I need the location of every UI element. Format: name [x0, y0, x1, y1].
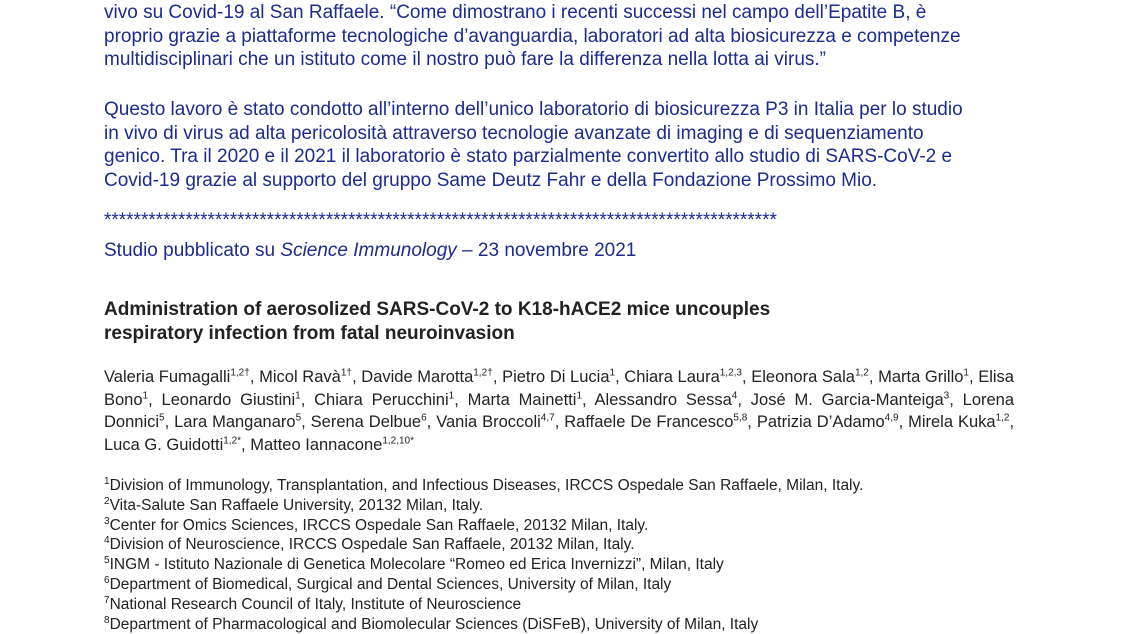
author — [436, 413, 555, 431]
journal-name: Science Immunology — [280, 240, 457, 261]
author-name: Chiara Laura — [624, 368, 720, 386]
author-name: Marta Grillo — [878, 368, 964, 386]
author-name: Mirela Kuka — [908, 413, 996, 431]
author-affiliation-marker: 4,7 — [540, 412, 555, 424]
affiliation-number: 1 — [104, 475, 110, 487]
author-name: Raffaele De Francesco — [564, 413, 734, 431]
author — [468, 391, 582, 409]
affiliation-item — [104, 516, 863, 536]
author-name: Alessandro Sessa — [594, 390, 732, 409]
text-line: proprio grazie a piattaforme tecnologiche d’avanguardia, laboratori ad alta biosicurezza e competenze — [104, 25, 961, 47]
text-line: Questo lavoro è stato condotto all’interno dell’unico laboratorio di biosicurezza P3 in Italia per lo studio — [104, 99, 963, 120]
author-affiliation-marker: 5 — [295, 412, 302, 424]
publication-line — [104, 240, 636, 262]
author-affiliation-marker: 5 — [159, 412, 165, 424]
affiliation-item — [104, 535, 863, 555]
affiliation-number: 6 — [104, 574, 110, 586]
affiliation-list — [104, 476, 863, 634]
affiliation-text: INGM - Istituto Nazionale di Genetica Molecolare “Romeo ed Erica Invernizzi”, Milan, Italy — [109, 556, 724, 574]
author — [757, 413, 899, 431]
affiliation-text: National Research Council of Italy, Institute of Neuroscience — [109, 595, 522, 613]
affiliation-number: 2 — [104, 495, 110, 507]
affiliation-number: 3 — [104, 515, 110, 527]
affiliation-text: Department of Biomedical, Surgical and Dental Sciences, University of Milan, Italy — [109, 575, 672, 593]
author-name: Eleonora Sala — [751, 368, 855, 386]
author — [751, 391, 949, 409]
paragraph-quote — [104, 1, 1024, 72]
author — [259, 368, 352, 386]
author-name: Marta Mainetti — [467, 390, 577, 409]
author-name: Patrizia D’Adamo — [756, 413, 885, 431]
author-affiliation-marker: 1† — [340, 367, 353, 379]
author-affiliation-marker: 5,8 — [733, 412, 748, 424]
affiliation-text: Division of Immunology, Transplantation, and Infectious Diseases, IRCCS Ospedale San Raffaele, Milan, Italy. — [109, 477, 864, 494]
author — [361, 368, 493, 386]
author-affiliation-marker: 4,9 — [884, 412, 899, 424]
author — [250, 436, 414, 454]
author-name: Elisa Bono — [104, 368, 1014, 409]
text-line: in vivo di virus ad alta pericolosità attraverso tecnologie avanzate di imaging e di sequenziamento — [104, 122, 924, 144]
author — [174, 413, 301, 431]
affiliation-item — [104, 575, 863, 595]
affiliation-text: Division of Neuroscience, IRCCS Ospedale San Raffaele, 20132 Milan, Italy. — [109, 536, 635, 554]
text-line: Covid-19 grazie al supporto del gruppo Same Deutz Fahr e della Fondazione Prossimo Mio. — [104, 169, 878, 191]
author-affiliation-marker: 1,2 — [854, 367, 869, 379]
affiliation-item — [104, 615, 863, 634]
author — [878, 368, 969, 386]
author-affiliation-marker: 1 — [576, 390, 582, 401]
author-name: Lorena Donnici — [104, 390, 1015, 431]
author — [751, 368, 869, 386]
author-name: Micol Ravà — [259, 368, 341, 386]
affiliation-number: 7 — [104, 594, 110, 606]
author — [564, 413, 747, 431]
author — [104, 436, 241, 454]
affiliation-item — [104, 496, 863, 516]
author-name: José M. Garcia-Manteiga — [750, 390, 944, 409]
affiliation-item — [104, 595, 863, 615]
author-affiliation-marker: 1,2 — [995, 412, 1010, 424]
author-affiliation-marker: 4 — [731, 390, 738, 401]
text-line: vivo su Covid-19 al San Raffaele. “Come dimostrano i recenti successi nel campo dell’Epatite B, è — [104, 2, 927, 23]
author-name: Davide Marotta — [361, 368, 474, 386]
author-name: Valeria Fumagalli — [104, 368, 231, 386]
author — [162, 391, 301, 409]
author-affiliation-marker: 1 — [609, 367, 616, 379]
author-affiliation-marker: 1 — [963, 367, 969, 379]
author-name: Luca G. Guidotti — [104, 435, 224, 454]
affiliation-text: Center for Omics Sciences, IRCCS Ospedale San Raffaele, 20132 Milan, Italy. — [109, 516, 649, 534]
author-name: Chiara Perucchini — [314, 390, 449, 409]
author — [314, 391, 454, 409]
separator-line: ******************************************************************************************* — [104, 210, 777, 231]
author — [624, 368, 742, 386]
author-affiliation-marker: 1,2,10* — [382, 435, 415, 446]
author-affiliation-marker: 1 — [142, 390, 149, 401]
paper-title — [104, 298, 864, 346]
author-affiliation-marker: 1,2,3 — [719, 367, 742, 379]
author-affiliation-marker: 1,2* — [223, 435, 242, 446]
author — [595, 391, 738, 409]
author — [104, 368, 250, 386]
affiliation-number: 5 — [104, 555, 110, 567]
author-name: Lara Manganaro — [174, 413, 296, 431]
author-affiliation-marker: 1,2† — [230, 367, 250, 379]
author-name: Pietro Di Lucia — [502, 368, 610, 386]
affiliation-number: 8 — [104, 614, 110, 626]
affiliation-text: Department of Pharmacological and Biomolecular Sciences (DiSFeB), University of Milan, Italy — [109, 615, 759, 633]
author-affiliation-marker: 1 — [448, 390, 455, 401]
author-name: Leonardo Giustini — [161, 390, 296, 409]
publication-prefix: Studio pubblicato su — [104, 240, 281, 261]
author-affiliation-marker: 1 — [295, 390, 301, 401]
author-affiliation-marker: 3 — [943, 390, 950, 401]
affiliation-item — [104, 476, 863, 496]
author — [908, 413, 1009, 431]
affiliation-text: Vita-Salute San Raffaele University, 20132 Milan, Italy. — [109, 496, 484, 514]
text-line: multidisciplinari che un istituto come il nostro può fare la differenza nella lotta ai virus.” — [104, 49, 826, 70]
author-affiliation-marker: 6 — [421, 412, 427, 424]
author-name: Vania Broccoli — [436, 413, 541, 431]
affiliation-number: 4 — [104, 535, 110, 547]
publication-date: – 23 novembre 2021 — [456, 240, 637, 261]
author-list: Valeria Fumagalli$^{1,2\dagger}$, Micol Ravà$^{1\dagger}$, Davide Marotta$^{1,2\dagger}$, Pietro Di Lucia$^1$, Chiara Laura$^{1,2,3}$, Eleonora Sala$^{1,2}$, Marta Grillo$^1$, Elisa Bono$^1$, Leonardo Giustini$^1$, Chiara Perucchini$^1$, Marta Mainetti$^1$, Alessandro Sessa$^4$, José M. Garcia-Manteiga$^3$, Lorena Donnici$^5$, Lara Manganaro$^5$, Serena Delbue$^6$, Vania Broccoli$^{4,7}$, Raffaele De Francesco$^{5,8}$, Patrizia D’Adamo$^{4,9}$, Mirela Kuka$^{1,2}$, Luca G. Guidotti$^{1,2*}$, Matteo Iannacone$^{1,2,10*}$ — [104, 367, 1015, 454]
author — [502, 368, 615, 386]
title-line: Administration of aerosolized SARS-CoV-2 to K18-hACE2 mice uncouples — [104, 299, 771, 320]
author — [311, 413, 427, 431]
author-name: Matteo Iannacone — [250, 435, 383, 454]
author-affiliation-marker: 1,2† — [473, 367, 493, 379]
title-line: respiratory infection from fatal neuroinvasion — [104, 323, 515, 344]
text-line: genico. Tra il 2020 e il 2021 il laboratorio è stato parzialmente convertito allo studio di SARS-CoV-2 e — [104, 146, 953, 167]
affiliation-item — [104, 555, 863, 575]
paragraph-lab — [104, 98, 1024, 192]
author-name: Serena Delbue — [310, 413, 422, 431]
